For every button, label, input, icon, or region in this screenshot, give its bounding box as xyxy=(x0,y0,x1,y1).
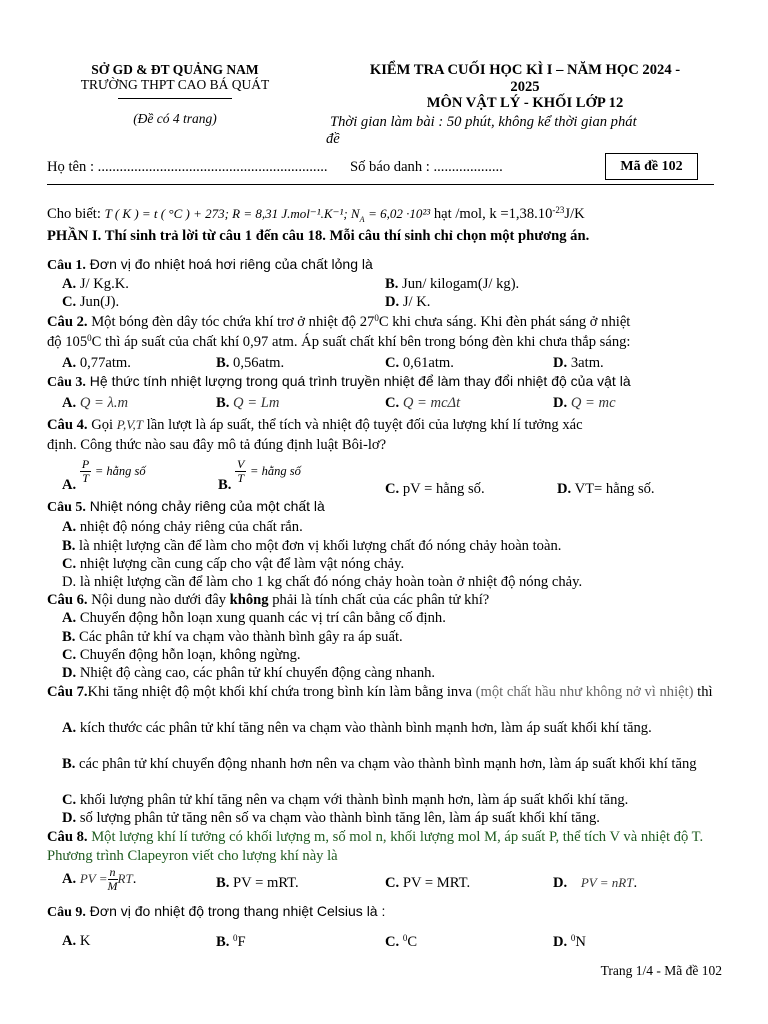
given-label: Cho biết: xyxy=(47,206,101,222)
q7-option-c[interactable] xyxy=(62,792,628,809)
q8-a-letter: A. xyxy=(62,870,77,887)
q6-text-2: phải là tính chất của các phân tử khí? xyxy=(268,592,490,608)
q7-option-b[interactable] xyxy=(47,755,722,774)
q4-a-letter: A. xyxy=(62,476,77,493)
q8-b-letter: B. xyxy=(216,875,230,891)
q4-a-denominator: T xyxy=(82,471,89,485)
q8-option-d[interactable]: D. PV = nRT. xyxy=(553,875,638,891)
student-id-field: Số báo danh : ................... xyxy=(350,159,503,175)
q8-text: Một lượng khí lí tưởng có khối lượng m, số mol n, khối lượng mol M, áp suất P, thể tích V và nhiệt độ T. Phương trình Clapeyron viết cho lượng khí này là xyxy=(47,829,704,864)
q9-option-a[interactable] xyxy=(62,933,90,950)
q3-option-c[interactable] xyxy=(385,395,460,412)
question-1 xyxy=(47,256,722,274)
q4-option-a[interactable] xyxy=(62,458,146,494)
q4-a-fraction xyxy=(80,458,91,485)
q9-c-degree: 0 xyxy=(402,933,408,943)
q6-d-letter: D. xyxy=(62,665,77,681)
exam-title xyxy=(325,62,725,96)
q2-c-text: 0,61atm. xyxy=(402,355,454,371)
q7-number: Câu 7. xyxy=(47,684,88,700)
q6-option-c[interactable] xyxy=(62,647,301,664)
q3-option-d[interactable] xyxy=(553,395,616,412)
q9-b-text: F xyxy=(237,934,246,950)
q2-b-text: 0,56atm. xyxy=(233,355,285,371)
q1-b-text: Jun/ kilogam(J/ kg). xyxy=(402,276,520,292)
q4-text-2: lần lượt là áp suất, thể tích và nhiệt độ tuyệt đối của lượng khí lí tưởng xác xyxy=(143,417,583,433)
q6-b-letter: B. xyxy=(62,629,76,645)
question-7 xyxy=(47,683,722,702)
q1-c-letter: C. xyxy=(62,294,77,310)
q3-c-letter: C. xyxy=(385,395,400,411)
q7-c-letter: C. xyxy=(62,792,77,808)
q3-text: Hệ thức tính nhiệt lượng trong quá trình truyền nhiệt để làm thay đổi nhiệt độ của vật là xyxy=(85,373,631,389)
q5-option-b[interactable] xyxy=(62,538,561,555)
question-2 xyxy=(47,313,722,331)
q4-c-letter: C. xyxy=(385,481,400,497)
question-4-line2: định. Công thức nào sau đây mô tả đúng định luật Bôi-lơ? xyxy=(47,437,387,453)
q3-d-formula: Q = mc xyxy=(570,395,616,411)
q1-text: Đơn vị đo nhiệt hoá hơi riêng của chất lỏng là xyxy=(85,256,373,272)
q4-option-d[interactable] xyxy=(557,481,655,498)
q5-option-d[interactable] xyxy=(62,574,582,591)
q3-c-formula: Q = mcΔt xyxy=(402,395,461,411)
q7-text-1: Khi tăng nhiệt độ một khối khí chứa trong bình kín làm bằng inva xyxy=(87,684,476,700)
q5-option-a[interactable] xyxy=(62,519,303,536)
q9-b-letter: B. xyxy=(216,934,230,950)
q8-a-numerator: n xyxy=(109,865,116,879)
boltzmann-unit: J/K xyxy=(564,206,585,222)
question-2-line2 xyxy=(47,333,722,351)
q6-d-text: Nhiệt độ càng cao, các phân tử khí chuyển động càng nhanh. xyxy=(79,665,436,681)
q8-d-letter: D. xyxy=(553,875,568,891)
q9-b-degree: 0 xyxy=(233,933,238,943)
exam-title-line1: KIỂM TRA CUỐI HỌC KÌ I – NĂM HỌC 2024 - xyxy=(369,62,681,78)
q2-option-a[interactable] xyxy=(62,355,131,372)
q2-number: Câu 2. xyxy=(47,314,88,330)
q1-option-b[interactable] xyxy=(385,276,519,293)
given-constants xyxy=(47,205,722,224)
q1-a-letter: A. xyxy=(62,276,77,292)
q8-option-a[interactable]: A. PV = $\frac{n}{M}$ RT. xyxy=(62,865,137,893)
question-9 xyxy=(47,903,722,921)
q9-a-letter: A. xyxy=(62,933,77,949)
q1-d-letter: D. xyxy=(385,294,400,310)
q9-c-letter: C. xyxy=(385,934,400,950)
q5-option-c[interactable] xyxy=(62,556,404,573)
q4-b-letter: B. xyxy=(218,476,232,493)
time-note-1: Thời gian làm bài : 50 phút, không kể thời gian phát xyxy=(330,114,637,130)
q7-a-text: kích thước các phân tử khí tăng nên va chạm vào thành bình mạnh hơn, làm áp suất khối khí tăng. xyxy=(79,720,652,736)
q2-text-2b: C thì áp suất của chất khí 0,97 atm. Áp suất chất khí bên trong bóng đèn khi chưa thắp sáng: xyxy=(91,334,631,350)
page-footer: Trang 1/4 - Mã đề 102 xyxy=(600,963,722,978)
q9-option-d[interactable] xyxy=(553,933,586,951)
header-underline xyxy=(118,98,232,99)
q6-b-text: Các phân tử khí va chạm vào thành bình gây ra áp suất. xyxy=(79,629,403,645)
q4-b-fraction xyxy=(235,458,246,485)
q1-option-d[interactable] xyxy=(385,294,430,311)
avogadro-subscript: A xyxy=(359,214,365,224)
exam-title-line2: 2025 xyxy=(510,79,540,95)
time-note-2: đề xyxy=(326,131,340,147)
q2-a-letter: A. xyxy=(62,355,77,371)
q1-a-text: J/ Kg.K. xyxy=(79,276,129,292)
q3-option-a[interactable] xyxy=(62,395,128,412)
q8-c-text: PV = MRT. xyxy=(402,875,471,891)
pages-note: (Đề có 4 trang) xyxy=(133,111,217,126)
q1-option-c[interactable] xyxy=(62,294,119,311)
q4-a-numerator: P xyxy=(81,457,90,471)
q9-a-text: K xyxy=(79,933,91,949)
q2-degree-1: 0 xyxy=(374,313,379,323)
q5-text: Nhiệt nóng chảy riêng của một chất là xyxy=(85,498,325,514)
q3-a-letter: A. xyxy=(62,395,77,411)
q7-b-text: các phân tử khí chuyển động nhanh hơn nên va chạm vào thành bình mạnh hơn, làm áp suất khối khí tăng xyxy=(79,756,697,772)
q1-c-text: Jun(J). xyxy=(79,294,120,310)
q1-b-letter: B. xyxy=(385,276,399,292)
q6-option-b[interactable] xyxy=(62,629,403,646)
q9-option-c[interactable] xyxy=(385,933,417,951)
q8-a-prefix: PV = xyxy=(79,870,108,886)
q5-b-letter: B. xyxy=(62,538,76,554)
q4-number: Câu 4. xyxy=(47,417,88,433)
q6-a-text: Chuyển động hỗn loạn xung quanh các vị trí cân bằng cố định. xyxy=(79,610,446,626)
q4-b-rest: = hằng số xyxy=(250,463,301,478)
q1-option-a[interactable] xyxy=(62,276,129,293)
q8-option-b[interactable] xyxy=(216,875,299,892)
q6-number: Câu 6. xyxy=(47,592,88,608)
q2-option-c[interactable] xyxy=(385,355,454,372)
avogadro-value: = 6,02 ·10²³ xyxy=(368,206,431,221)
q4-b-denominator: T xyxy=(237,471,245,485)
q2-option-d[interactable] xyxy=(553,355,604,372)
q7-d-text: số lượng phân tử tăng nên số va chạm vào thành bình tăng lên, làm áp suất khối khí tăng. xyxy=(79,810,600,826)
q8-a-fraction xyxy=(108,866,118,893)
q6-c-text: Chuyển động hỗn loạn, không ngừng. xyxy=(79,647,301,663)
header-divider xyxy=(47,184,714,185)
q1-number: Câu 1. xyxy=(47,258,86,273)
q9-d-text: N xyxy=(575,934,586,950)
q4-a-rest: = hằng số xyxy=(94,463,146,478)
q8-d-formula: PV = nRT xyxy=(580,875,634,890)
student-name-field: Họ tên : ............................................................... xyxy=(47,159,328,175)
q9-option-b[interactable] xyxy=(216,933,246,951)
q7-text-2: thì xyxy=(693,684,713,700)
subject-title: MÔN VẬT LÝ - KHỐI LỚP 12 xyxy=(426,95,624,111)
q6-emphasis: không xyxy=(229,592,269,608)
q4-c-text: pV = hằng số. xyxy=(402,481,485,497)
q7-a-letter: A. xyxy=(62,720,77,736)
q7-option-d[interactable] xyxy=(62,810,600,827)
q2-a-text: 0,77atm. xyxy=(79,355,131,371)
boltzmann-text: , k =1,38.10 xyxy=(482,206,553,222)
q2-degree-2: 0 xyxy=(87,333,92,343)
q8-a-denominator: M xyxy=(107,879,118,893)
question-3 xyxy=(47,373,722,391)
q3-number: Câu 3. xyxy=(47,375,86,390)
q5-d-text: là nhiệt lượng cần để làm cho 1 kg chất đó nóng chảy hoàn toàn ở nhiệt độ nóng chảy. xyxy=(79,574,583,590)
q4-d-letter: D. xyxy=(557,481,572,497)
q4-text-1: Gọi xyxy=(87,417,117,433)
q4-option-b[interactable] xyxy=(218,458,301,494)
school-name: TRƯỜNG THPT CAO BÁ QUÁT xyxy=(80,77,270,92)
q6-option-d[interactable] xyxy=(62,665,435,682)
q5-d-letter: D. xyxy=(62,574,77,590)
q8-number: Câu 8. xyxy=(47,829,88,845)
q2-text-1a: Một bóng đèn dây tóc chứa khí trơ ở nhiệt độ 27 xyxy=(87,314,375,330)
q2-c-letter: C. xyxy=(385,355,400,371)
q7-option-a[interactable] xyxy=(47,719,722,738)
q3-b-formula: Q = Lm xyxy=(233,395,280,411)
part1-instruction: PHẦN I. Thí sinh trả lời từ câu 1 đến câu 18. Mỗi câu thí sinh chỉ chọn một phương án. xyxy=(47,228,590,244)
q3-d-letter: D. xyxy=(553,395,568,411)
q9-c-text: C xyxy=(407,934,418,950)
q2-d-letter: D. xyxy=(553,355,568,371)
given-formula: T ( K ) = t ( °C ) + 273; R = 8,31 J.mol⁻¹.K⁻¹; N xyxy=(104,206,360,221)
q7-d-letter: D. xyxy=(62,810,77,826)
question-5 xyxy=(47,498,722,516)
q5-c-text: nhiệt lượng cần cung cấp cho vật để làm vật nóng chảy. xyxy=(79,556,405,572)
q8-option-c[interactable] xyxy=(385,875,470,892)
department-name: SỞ GD & ĐT QUẢNG NAM xyxy=(91,62,259,77)
q5-c-letter: C. xyxy=(62,556,77,572)
q5-number: Câu 5. xyxy=(47,500,86,515)
q6-text-1: Nội dung nào dưới đây xyxy=(87,592,230,608)
q2-d-text: 3atm. xyxy=(570,355,604,371)
q6-option-a[interactable] xyxy=(62,610,446,627)
q5-a-text: nhiệt độ nóng chảy riêng của chất rắn. xyxy=(79,519,303,535)
avogadro-unit: hạt /mol xyxy=(433,206,483,222)
q2-option-b[interactable] xyxy=(216,355,284,372)
q2-b-letter: B. xyxy=(216,355,230,371)
boltzmann-exponent: -23 xyxy=(552,205,565,215)
question-6 xyxy=(47,592,722,609)
q3-b-letter: B. xyxy=(216,395,230,411)
q9-d-letter: D. xyxy=(553,934,568,950)
q9-text: Đơn vị đo nhiệt độ trong thang nhiệt Celsius là : xyxy=(85,903,386,919)
q7-parenthetical: (một chất hầu như không nở vì nhiệt) xyxy=(475,684,694,700)
q8-b-text: PV = mRT. xyxy=(233,875,299,891)
q2-text-1b: C khi chưa sáng. Khi đèn phát sáng ở nhiệt xyxy=(378,314,631,330)
q8-c-letter: C. xyxy=(385,875,400,891)
q3-option-b[interactable] xyxy=(216,395,279,412)
exam-code-box: Mã đề 102 xyxy=(605,153,698,180)
q8-a-suffix: RT xyxy=(117,870,133,886)
q4-b-numerator: V xyxy=(237,457,245,471)
q2-text-2a: độ 105 xyxy=(47,334,88,350)
q4-d-text: VT= hằng số. xyxy=(574,481,655,497)
q7-c-text: khối lượng phân tử khí tăng nên va chạm với thành bình mạnh hơn, làm áp suất khối khí tăng. xyxy=(79,792,629,808)
q5-a-letter: A. xyxy=(62,519,77,535)
q7-b-letter: B. xyxy=(62,756,76,772)
question-8 xyxy=(47,828,722,866)
q4-option-c[interactable] xyxy=(385,481,485,498)
question-4 xyxy=(47,417,722,434)
q6-c-letter: C. xyxy=(62,647,77,663)
q9-number: Câu 9. xyxy=(47,905,86,920)
q9-d-degree: 0 xyxy=(570,933,576,943)
q5-b-text: là nhiệt lượng cần để làm cho một đơn vị khối lượng chất đó nóng chảy hoàn toàn. xyxy=(79,538,562,554)
q6-a-letter: A. xyxy=(62,610,77,626)
q1-d-text: J/ K. xyxy=(402,294,431,310)
q4-variables: P,V,T xyxy=(116,417,143,432)
q3-a-formula: Q = λ.m xyxy=(79,395,129,411)
